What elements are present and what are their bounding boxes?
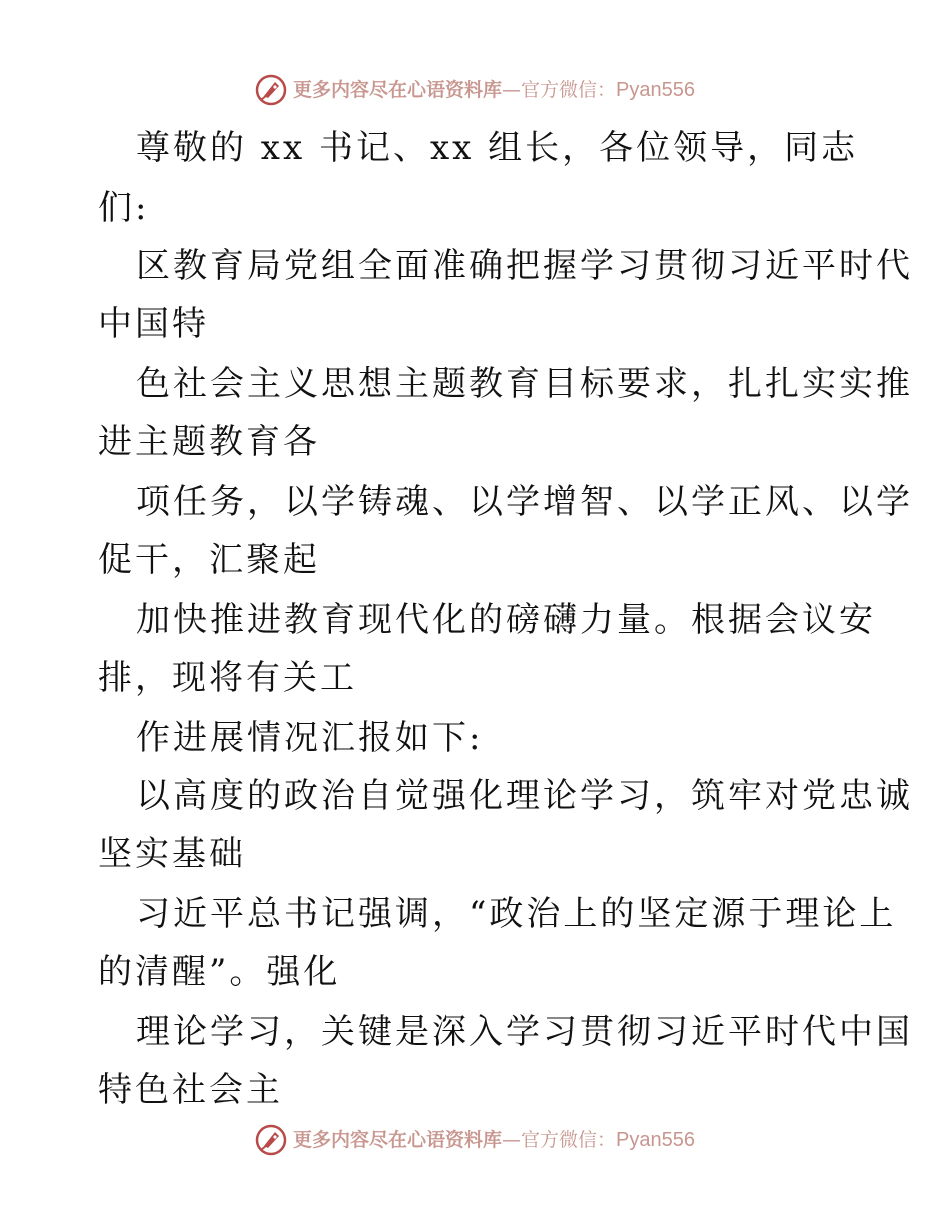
text-line: 色社会主义思想主题教育目标要求，扎扎实实推 xyxy=(136,364,913,404)
text-line: 坚实基础 xyxy=(98,834,246,874)
text-line: 习近平总书记强调，“政治上的坚定源于理论上 xyxy=(136,894,897,934)
banner-separator: — xyxy=(502,79,522,101)
text-line: 作进展情况汇报如下: xyxy=(136,718,484,758)
text-line: 区教育局党组全面准确把握学习贯彻习近平时代 xyxy=(136,246,913,286)
text-line: 进主题教育各 xyxy=(98,422,320,462)
text-line: 项任务，以学铸魂、以学增智、以学正风、以学 xyxy=(136,482,913,522)
text-line: 中国特 xyxy=(98,304,209,344)
text-line: 以高度的政治自觉强化理论学习，筑牢对党忠诚 xyxy=(136,776,913,816)
text-line: 尊敬的 xx 书记、xx 组长，各位领导，同志 xyxy=(136,128,859,168)
banner-wechat-label: 官方微信： xyxy=(521,79,617,101)
text-line: 的清醒”。强化 xyxy=(98,952,341,992)
header-banner xyxy=(0,70,950,110)
footer-banner xyxy=(0,1120,950,1160)
header-banner-text xyxy=(293,80,695,100)
pen-nib-logo-icon xyxy=(255,74,287,106)
footer-banner-text xyxy=(293,1130,695,1150)
text-line: 特色社会主 xyxy=(98,1070,283,1110)
text-line: 加快推进教育现代化的磅礴力量。根据会议安 xyxy=(136,600,876,640)
pen-nib-logo-icon xyxy=(255,1124,287,1156)
banner-wechat-id: Pyan556 xyxy=(616,1129,695,1151)
banner-separator: — xyxy=(502,1129,522,1151)
text-line: 排，现将有关工 xyxy=(98,658,357,698)
text-line: 促干，汇聚起 xyxy=(98,540,320,580)
text-line: 们: xyxy=(98,188,150,228)
banner-site-name: 更多内容尽在心语资料库 xyxy=(293,1129,503,1151)
banner-wechat-id: Pyan556 xyxy=(616,79,695,101)
text-line: 理论学习，关键是深入学习贯彻习近平时代中国 xyxy=(136,1012,913,1052)
banner-site-name: 更多内容尽在心语资料库 xyxy=(293,79,503,101)
banner-wechat-label: 官方微信： xyxy=(521,1129,617,1151)
